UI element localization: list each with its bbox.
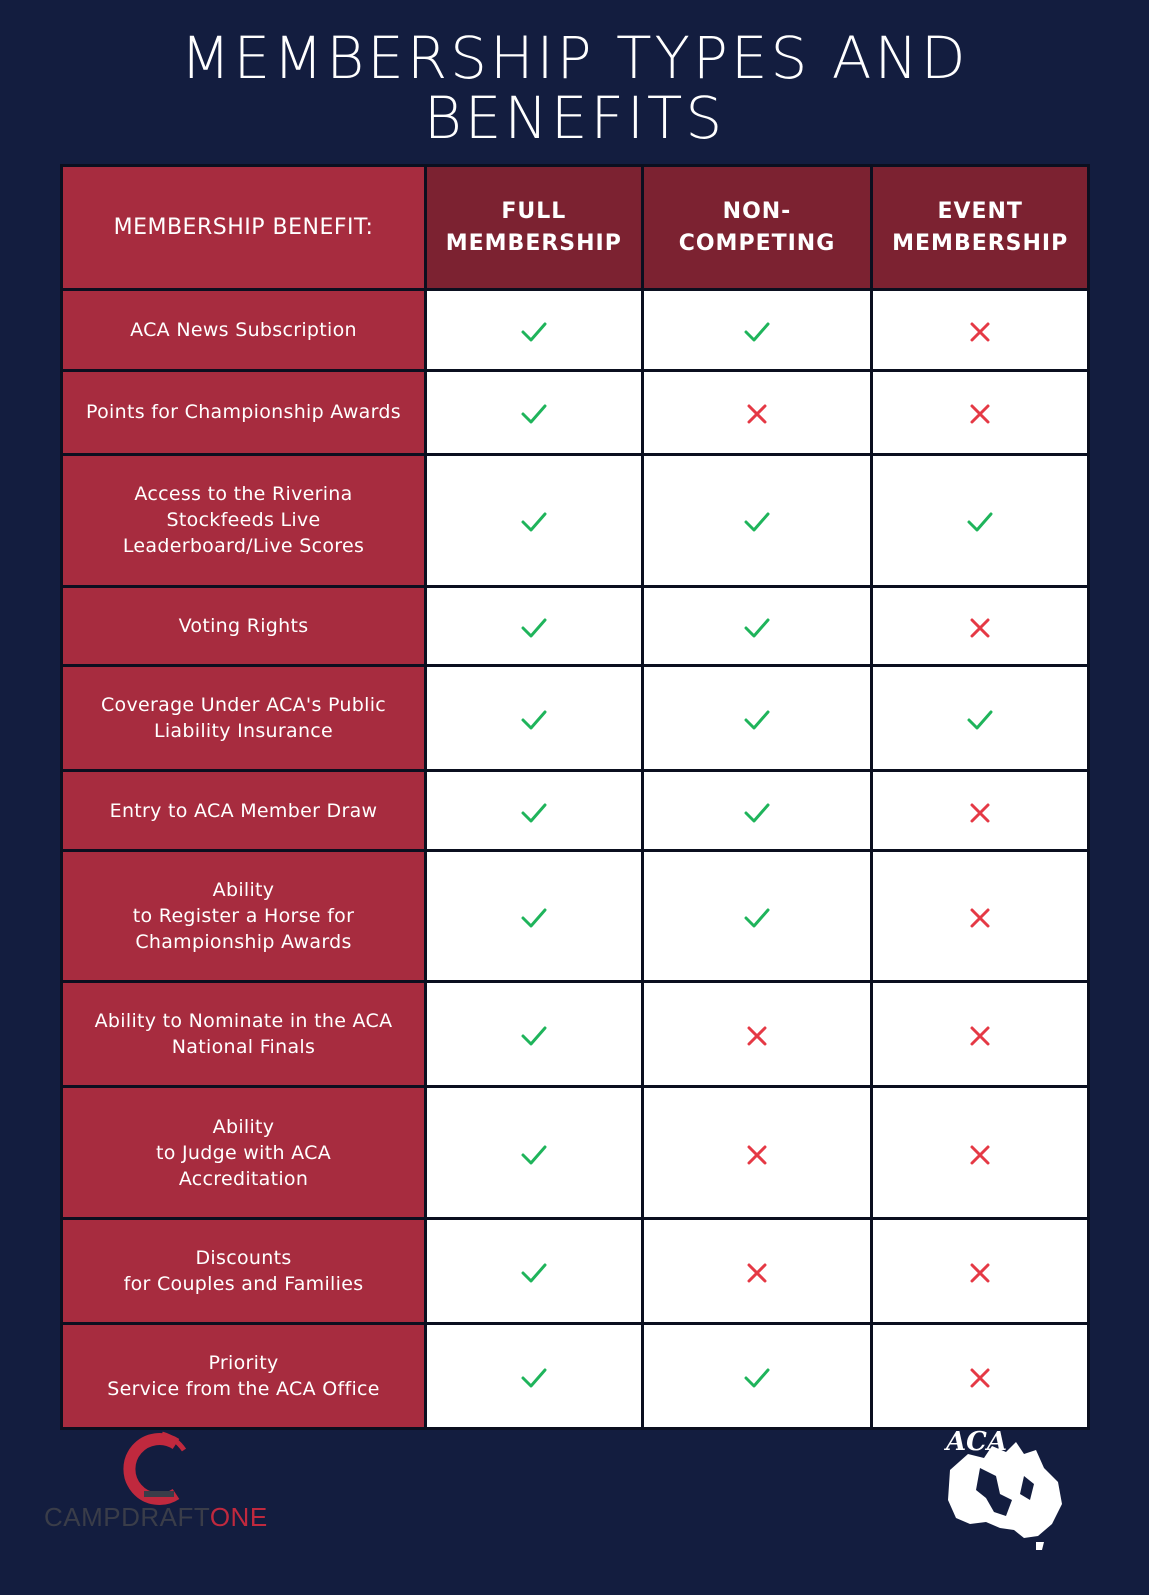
membership-table <box>60 164 1090 1430</box>
cross-icon <box>966 904 994 932</box>
check-icon <box>520 1022 548 1050</box>
table-row <box>62 771 1089 851</box>
campdraftone-wordmark <box>44 1502 274 1533</box>
benefit-cell <box>642 982 872 1087</box>
benefit-label: Entry to ACA Member Draw <box>62 771 426 851</box>
check-icon <box>520 1364 548 1392</box>
table-row <box>62 1218 1089 1323</box>
check-icon <box>520 614 548 642</box>
check-icon <box>743 904 771 932</box>
benefit-cell <box>426 850 643 982</box>
benefit-cell <box>642 290 872 371</box>
benefit-cell <box>642 1218 872 1323</box>
table-row <box>62 1323 1089 1428</box>
benefit-label: Ability to Judge with ACA Accreditation <box>62 1087 426 1219</box>
wordmark-part-b: ONE <box>209 1502 268 1532</box>
benefit-cell <box>426 1218 643 1323</box>
benefit-cell <box>642 455 872 587</box>
benefit-cell <box>872 1323 1089 1428</box>
cross-icon <box>743 1022 771 1050</box>
benefit-cell <box>642 850 872 982</box>
benefit-label: Coverage Under ACA's Public Liability Insurance <box>62 666 426 771</box>
check-icon <box>520 400 548 428</box>
benefit-cell <box>426 370 643 455</box>
check-icon <box>520 706 548 734</box>
cross-icon <box>966 1022 994 1050</box>
benefit-label: Priority Service from the ACA Office <box>62 1323 426 1428</box>
benefit-cell <box>642 1323 872 1428</box>
benefit-label: Voting Rights <box>62 586 426 666</box>
benefit-cell <box>872 771 1089 851</box>
table-row <box>62 586 1089 666</box>
benefit-cell <box>872 850 1089 982</box>
table-row <box>62 666 1089 771</box>
benefit-cell <box>426 982 643 1087</box>
check-icon <box>520 1259 548 1287</box>
title-line-1: MEMBERSHIP TYPES AND <box>180 24 969 92</box>
benefit-cell <box>872 666 1089 771</box>
benefit-cell <box>426 586 643 666</box>
check-icon <box>743 706 771 734</box>
cross-icon <box>966 400 994 428</box>
benefit-label: ACA News Subscription <box>62 290 426 371</box>
benefit-cell <box>872 1087 1089 1219</box>
table-row <box>62 455 1089 587</box>
page-title <box>0 24 1149 152</box>
cross-icon <box>966 1364 994 1392</box>
table-row <box>62 982 1089 1087</box>
column-header-non-competing: NON- COMPETING <box>642 166 872 290</box>
benefit-cell <box>426 290 643 371</box>
campdraftone-logo <box>44 1430 274 1540</box>
cross-icon <box>743 400 771 428</box>
benefit-cell <box>872 1218 1089 1323</box>
aca-logo-text: ACA <box>946 1427 1008 1457</box>
benefit-cell <box>426 1323 643 1428</box>
benefit-cell <box>872 290 1089 371</box>
check-icon <box>520 904 548 932</box>
check-icon <box>520 508 548 536</box>
benefit-cell <box>642 771 872 851</box>
aca-australia-map-icon <box>940 1424 1070 1554</box>
cross-icon <box>966 1259 994 1287</box>
table-row <box>62 290 1089 371</box>
cross-icon <box>966 1141 994 1169</box>
title-line-2: BENEFITS <box>423 84 726 152</box>
check-icon <box>520 799 548 827</box>
table-row <box>62 1087 1089 1219</box>
column-header-event: EVENT MEMBERSHIP <box>872 166 1089 290</box>
benefit-cell <box>642 370 872 455</box>
table-header-row <box>62 166 1089 290</box>
benefit-cell <box>872 455 1089 587</box>
benefit-label: Discounts for Couples and Families <box>62 1218 426 1323</box>
benefit-cell <box>872 586 1089 666</box>
campdraftone-c-icon <box>44 1430 274 1510</box>
check-icon <box>743 318 771 346</box>
corner-header: MEMBERSHIP BENEFIT: <box>62 166 426 290</box>
table-row <box>62 370 1089 455</box>
cross-icon <box>966 614 994 642</box>
check-icon <box>520 1141 548 1169</box>
check-icon <box>743 799 771 827</box>
check-icon <box>520 318 548 346</box>
benefit-cell <box>642 586 872 666</box>
benefit-cell <box>642 1087 872 1219</box>
benefit-cell <box>642 666 872 771</box>
benefit-cell <box>426 455 643 587</box>
benefit-cell <box>426 666 643 771</box>
cross-icon <box>743 1259 771 1287</box>
benefit-label: Ability to Register a Horse for Championship Awards <box>62 850 426 982</box>
benefit-label: Access to the Riverina Stockfeeds Live Leaderboard/Live Scores <box>62 455 426 587</box>
benefit-cell <box>872 370 1089 455</box>
benefit-cell <box>426 771 643 851</box>
benefit-label: Ability to Nominate in the ACA National Finals <box>62 982 426 1087</box>
cross-icon <box>966 799 994 827</box>
check-icon <box>743 1364 771 1392</box>
check-icon <box>743 508 771 536</box>
cross-icon <box>743 1141 771 1169</box>
check-icon <box>966 508 994 536</box>
cross-icon <box>966 318 994 346</box>
check-icon <box>966 706 994 734</box>
benefit-cell <box>872 982 1089 1087</box>
aca-logo <box>940 1424 1070 1554</box>
benefit-label: Points for Championship Awards <box>62 370 426 455</box>
check-icon <box>743 614 771 642</box>
table-row <box>62 850 1089 982</box>
column-header-full: FULL MEMBERSHIP <box>426 166 643 290</box>
wordmark-part-a: CAMPDRAFT <box>44 1502 210 1532</box>
benefit-cell <box>426 1087 643 1219</box>
